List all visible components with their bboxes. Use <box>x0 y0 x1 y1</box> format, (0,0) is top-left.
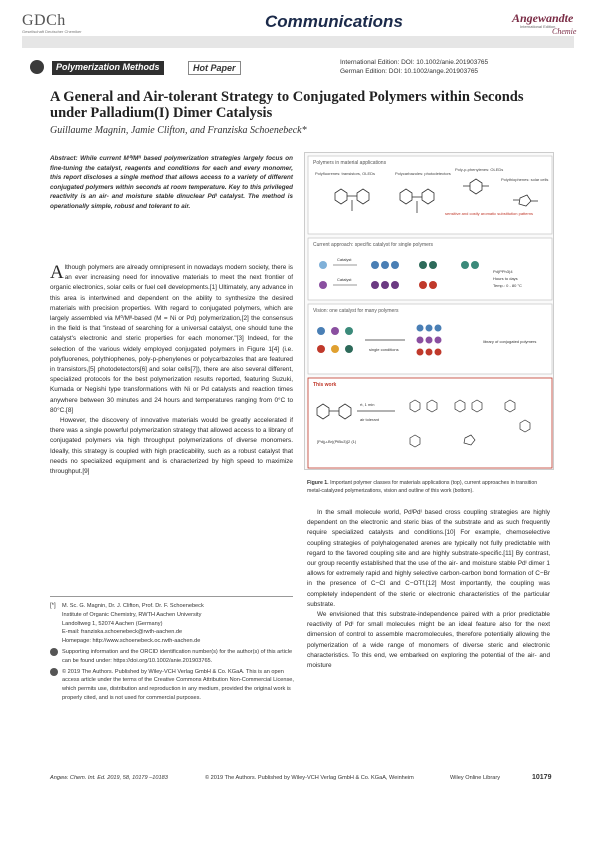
paragraph-text: lthough polymers are already omnipresent in nowadays modern society, there is an ever increasing need for innovative materials to meet the next frontier of organic electronics, solar cells or fuel cell developments.[1] Ultimately, any advance in this area is intertwined and dependent on the ability to synthesize the desired materials with precision properties. With regard to conjugated polymers, which are largely assembled via M⁰/Mᴵᴵ-based (M = Ni or Pd) polymerization,[2] the consensus in the field is that "instead of searching for a universal catalyst, one should tune the catalyst's electronic and steric properties for each monomer."[3] Indeed, for the selection of the various widely employed conjugated polymers in Figure 1[4] (i.e. polyfluorenes, polythiophenes, poly-p-phenylenes or polycarbazoles that are featured in transistors,[5] photodetectors[6] and solar cells[7]), there are also several different, specialized protocols for the best polymerization results reported, featuring Suzuki, Kumada or Negishi type transformations with Ni or Pd catalysts and reaction times anywhere between 30 minutes and 24 hours and temperatures ranging from 0°C to 80°C.[8] <box>50 264 293 414</box>
panel3-title: Vision: one catalyst for many polymers <box>313 308 399 314</box>
label-polyphenylenes: Poly-p-phenylenes: OLEDs <box>455 167 504 172</box>
label-polyfluorenes: Polyfluorenes: transistors, OLEDs <box>315 171 376 176</box>
article-title: A General and Air-tolerant Strategy to Conjugated Polymers within Seconds under Palladium(I) Dimer Catalysis <box>50 89 524 121</box>
condition-1: Pd(PPh3)4 <box>493 269 513 274</box>
page-number: 10179 <box>532 774 552 781</box>
panel1-title: Polymers in material applications <box>313 160 387 166</box>
drop-cap: A <box>50 262 64 283</box>
journal-edition: International Edition <box>520 24 556 29</box>
figure-caption-text: Important polymer classes for materials applications (top), current approaches in transition metal-catalyzed polymerizations, vision and outline of this work (bottom). <box>307 480 538 494</box>
label-polythiophenes: Polythiophenes: solar cells <box>501 177 549 182</box>
supporting-info-icon <box>50 648 58 656</box>
open-access-icon <box>50 668 58 676</box>
body-left-column <box>50 263 293 477</box>
footer-journal: Angew. Chem. Int. Ed. 2019, 58, 10179 –10183 <box>50 775 168 781</box>
footnote-affil2: Landoltweg 1, 52074 Aachen (Germany) <box>62 620 163 627</box>
vision-polymers <box>417 325 442 356</box>
footnote-marker: [*] <box>50 603 56 609</box>
hot-paper-tag: Hot Paper <box>188 61 241 75</box>
footer-site[interactable]: Wiley Online Library <box>450 775 501 781</box>
vision-library: library of conjugated polymers <box>483 339 537 344</box>
body-right-column <box>307 508 550 671</box>
footnote-homepage[interactable]: Homepage: http://www.schoenebeck.oc.rwth-aachen.de <box>62 638 201 645</box>
figure-1 <box>304 152 554 470</box>
vision-conditions: single conditions <box>369 347 399 352</box>
author-affiliation <box>50 602 295 646</box>
supporting-info-text[interactable]: Supporting information and the ORCID identification number(s) for the author(s) of this article can be found under: https://doi.org/10.1002/anie.201903765. <box>62 648 293 664</box>
paragraph: In the small molecule world, PdᴵPdᴵ based cross coupling strategies are highly dependent on the electronic and steric bias of the substrate and as such frequently require specialized catalysts and conditions.[10] For example, chemoselective coupling strategies of polyhalogenated arenes are typically not fully predictable with regard to the favored coupling site and are highly substrate-specific.[11] By contrast, our group recently established that the use of the air- and moisture stable Pdᴵ dimer 1 allows for extremely rapid and highly selective carbon-carbon bond formation of C−Br in the presence of C−Cl and C−OTf.[12] Most importantly, the coupling was completely independent of the steric or electronic characteristics of the particular substrate. <box>307 509 550 608</box>
figure-graphic <box>305 153 555 471</box>
panel4-title: This work <box>313 382 337 388</box>
journal-logo: Angewandte <box>512 11 574 25</box>
reaction-condition: rt, 1 min <box>360 402 375 407</box>
publisher-logo: GDCh <box>22 12 66 29</box>
panel1-note: sensitive and costly aromatic substitution patterns <box>445 211 534 216</box>
catalyst-formula: [Pd(μ-Br)(PtBu3)]2 (1) <box>317 439 357 444</box>
catalyst-label-1: Catalyst <box>337 257 352 262</box>
figure-label: Figure 1. <box>307 480 329 486</box>
header-divider <box>22 36 574 48</box>
footnote-authors: M. Sc. G. Magnin, Dr. J. Clifton, Prof. Dr. F. Schoenebeck <box>62 603 204 609</box>
supporting-info <box>50 648 295 666</box>
footnotes <box>50 602 295 705</box>
reaction-air: air tolerant <box>360 417 379 422</box>
journal-chemie: Chemie <box>552 27 577 36</box>
doi-german[interactable]: German Edition: DOI: 10.1002/ange.201903765 <box>340 68 479 75</box>
panel2-title: Current approach: specific catalyst for single polymers <box>313 242 434 248</box>
footnote-email[interactable]: E-mail: franziska.schoenebeck@rwth-aachen.de <box>62 629 183 636</box>
section-heading: Communications <box>265 12 403 31</box>
condition-2: Hours to days <box>493 276 518 281</box>
footer-copyright: © 2019 The Authors. Published by Wiley-VCH Verlag GmbH & Co. KGaA, Weinheim <box>205 775 414 781</box>
condition-3: Temp.: 0 - 80 °C <box>493 283 522 288</box>
doi-block <box>340 58 488 76</box>
abstract: Abstract: While current M⁰/Mᴵᴵ based polymerization strategies largely focus on fine-tuning the catalyst, reagents and conditions for each and every monomer, this report discloses a single method that allows access to a variety of different conjugated polymers within seconds at room temperature. Key to this privileged reactivity is an air- and moisture stable dinuclear Pdᴵ catalyst. The method is operationally simple, robust and tolerant to air. <box>50 155 293 210</box>
topic-icon <box>30 60 44 74</box>
footnote-rule <box>50 596 293 597</box>
footnote-affil1: Institute of Organic Chemistry, RWTH Aachen University <box>62 611 202 618</box>
license-text: © 2019 The Authors. Published by Wiley-VCH Verlag GmbH & Co. KGaA. This is an open access article under the terms of the Creative Commons Attribution Non-Commercial License, which permits use, distribution and reproduction in any medium, provided the original work is properly cited, and is not used for commercial purposes. <box>62 668 294 701</box>
article-authors: Guillaume Magnin, Jamie Clifton, and Franziska Schoenebeck* <box>50 125 307 136</box>
label-polycarbazoles: Polycarbazoles: photodetectors <box>395 171 451 176</box>
license <box>50 668 295 703</box>
catalyst-label-2: Catalyst <box>337 277 352 282</box>
doi-international[interactable]: International Edition: DOI: 10.1002/anie.201903765 <box>340 59 489 66</box>
figure-caption <box>307 480 550 496</box>
paragraph <box>50 263 293 416</box>
paragraph: We envisioned that this substrate-independence paired with a prior predictable reactivity of Pdᴵ for small molecules might be an ideal feature also for the next dimension of control to assemble macromolecules, therefore potentially allowing the polymerization of a wide range of monomers of diverse steric and electronic characteristics. To this end, we embarked on exploring the potential of the air- and moisture <box>307 611 550 670</box>
topic-tag: Polymerization Methods <box>52 61 164 75</box>
paragraph: However, the discovery of innovative materials would be greatly accelerated if there was a single powerful polymerization strategy that allowed access to a library of conjugated polymers via high throughput polymerizations of diverse monomers. Ideally, this strategy is coupled with high practicability, such as a robust catalyst that needs no specialized equipment and is characterized by high speed to maximize throughput.[9] <box>50 417 293 476</box>
publisher-subtitle: Gesellschaft Deutscher Chemiker <box>22 29 82 34</box>
